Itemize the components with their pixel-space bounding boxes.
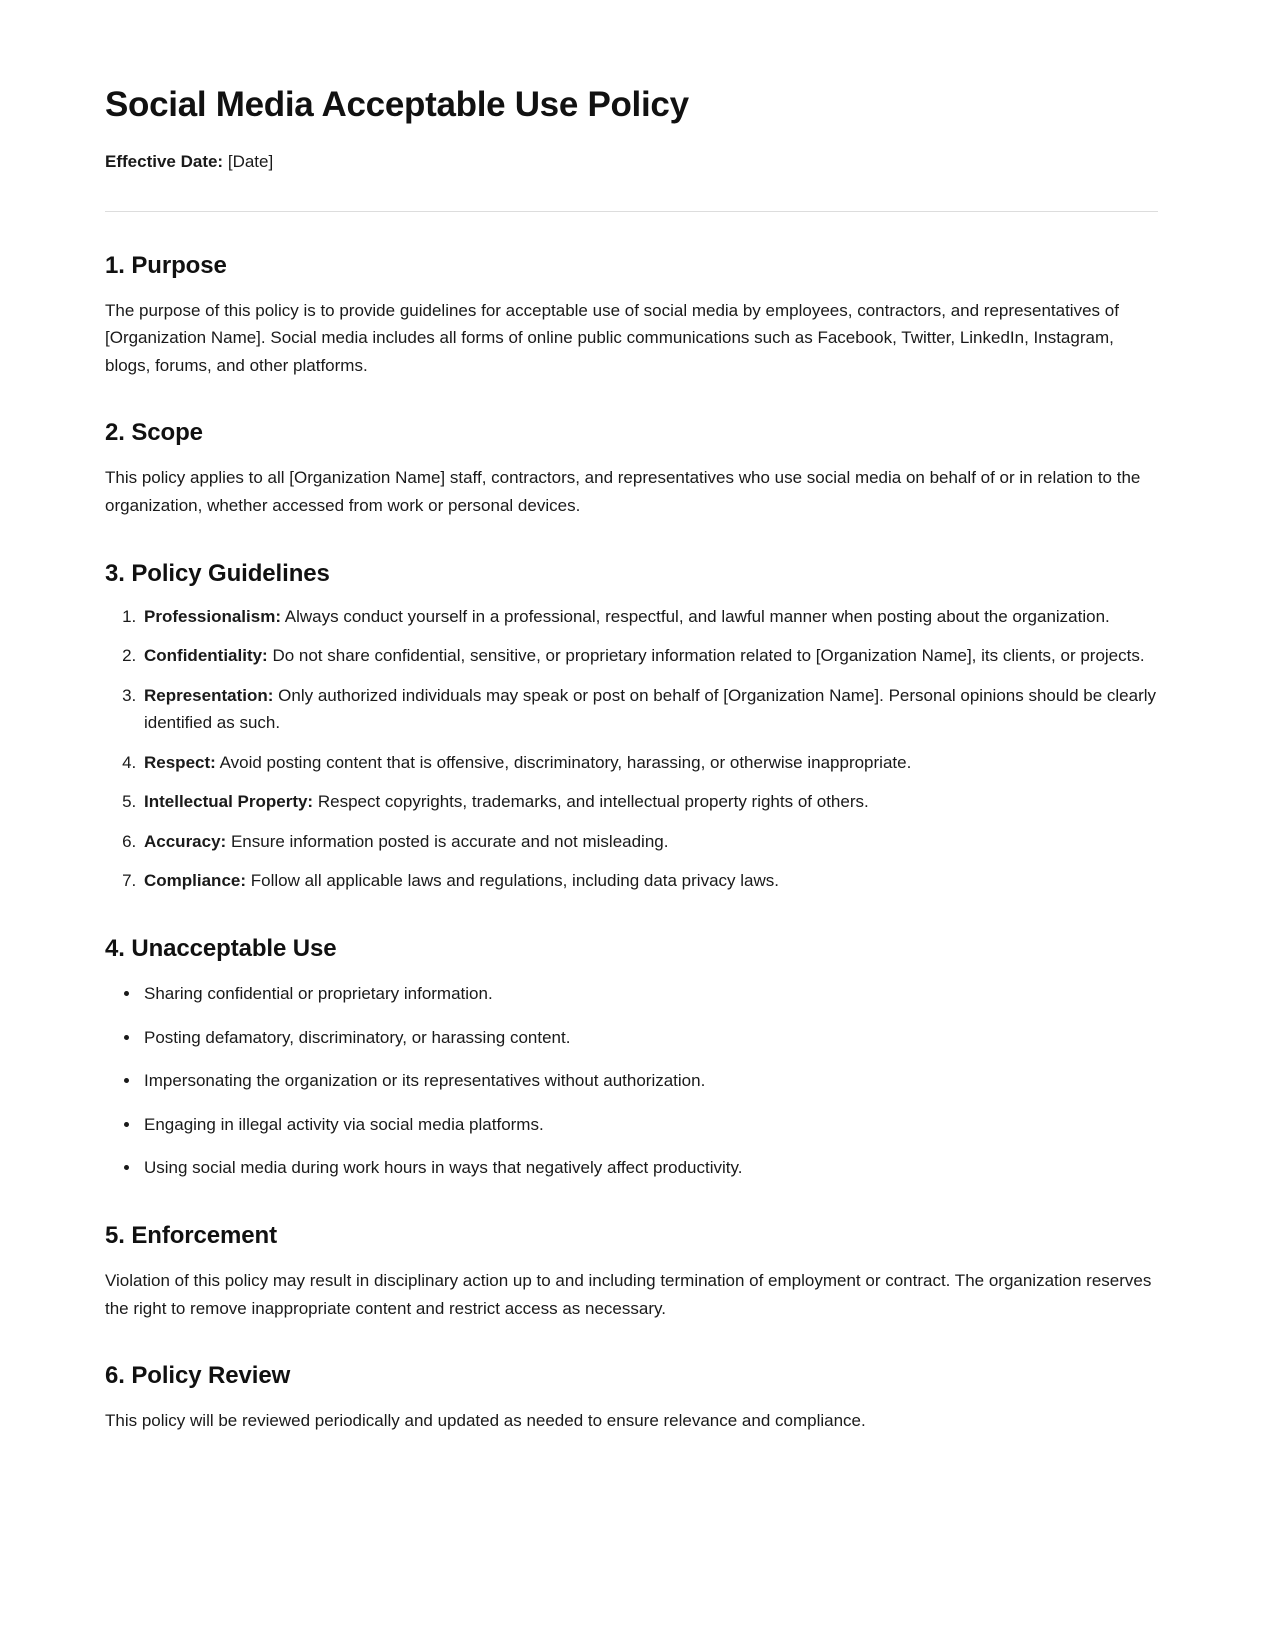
guideline-term: Confidentiality: xyxy=(144,646,268,666)
unacceptable-use-list xyxy=(105,964,1158,1182)
effective-date-value: [Date] xyxy=(227,152,274,171)
policy-guidelines-list xyxy=(105,589,1158,895)
effective-date-line xyxy=(105,126,1158,175)
section-heading-enforcement: 5. Enforcement xyxy=(105,1221,277,1249)
guideline-text: Only authorized individuals may speak or post on behalf of [Organization Name]. Personal opinions should be clearly identified as such. xyxy=(144,685,1157,733)
list-item: • Impersonating the organization or its representatives without authorization. xyxy=(141,1067,1158,1095)
guideline-text: Avoid posting content that is offensive, discriminatory, harassing, or otherwise inappropriate. xyxy=(215,752,912,772)
section-paragraph-enforcement: Violation of this policy may result in disciplinary action up to and including termination of employment or contract. The organization reserves the right to remove inappropriate content and restrict access as necessary. xyxy=(105,1271,1152,1318)
guideline-term: Compliance: xyxy=(144,871,247,891)
list-item xyxy=(141,788,1158,816)
guideline-term: Representation: xyxy=(144,685,274,705)
list-item: • Using social media during work hours in ways that negatively affect productivity. xyxy=(141,1154,1158,1182)
guideline-text: Do not share confidential, sensitive, or proprietary information related to [Organization Name], its clients, or projects. xyxy=(267,646,1145,666)
section-paragraph-policy-review: This policy will be reviewed periodically and updated as needed to ensure relevance and compliance. xyxy=(105,1411,866,1431)
section-heading-policy-review: 6. Policy Review xyxy=(105,1362,291,1390)
list-item xyxy=(141,749,1158,777)
guideline-text: Follow all applicable laws and regulations, including data privacy laws. xyxy=(246,871,779,891)
section-paragraph-scope: This policy applies to all [Organization Name] staff, contractors, and representatives who use social media on behalf of or in relation to the organization, whether accessed from work or personal devices. xyxy=(105,468,1141,515)
guideline-term: Respect: xyxy=(144,752,216,772)
section-enforcement xyxy=(105,1182,1158,1322)
list-item: • Engaging in illegal activity via social media platforms. xyxy=(141,1111,1158,1139)
guideline-term: Intellectual Property: xyxy=(144,792,314,812)
list-item xyxy=(141,642,1158,670)
guideline-text: Respect copyrights, trademarks, and intellectual property rights of others. xyxy=(313,792,869,812)
list-item xyxy=(141,603,1158,631)
list-item: • Sharing confidential or proprietary information. xyxy=(141,980,1158,1008)
guideline-text: Always conduct yourself in a professional, respectful, and lawful manner when posting about the organization. xyxy=(281,606,1110,626)
section-unacceptable-use xyxy=(105,895,1158,1182)
section-heading-scope: 2. Scope xyxy=(105,419,203,447)
guideline-term: Professionalism: xyxy=(144,606,281,626)
page-title: Social Media Acceptable Use Policy xyxy=(105,85,689,124)
list-item xyxy=(141,682,1158,737)
section-paragraph-purpose: The purpose of this policy is to provide guidelines for acceptable use of social media by employees, contractors, and representatives of [Organization Name]. Social media includes all forms of online public communications such as Facebook, Twitter, LinkedIn, Instagram, blogs, forums, and other platforms. xyxy=(105,300,1119,375)
section-heading-unacceptable-use: 4. Unacceptable Use xyxy=(105,934,337,962)
guideline-term: Accuracy: xyxy=(144,831,227,851)
list-item: • Posting defamatory, discriminatory, or harassing content. xyxy=(141,1024,1158,1052)
list-item xyxy=(141,828,1158,856)
section-policy-guidelines xyxy=(105,520,1158,895)
guideline-text: Ensure information posted is accurate and not misleading. xyxy=(226,831,669,851)
page-bottom-space xyxy=(105,1435,1158,1635)
list-item xyxy=(141,867,1158,895)
section-scope xyxy=(105,379,1158,519)
effective-date-label: Effective Date: xyxy=(105,152,224,171)
section-heading-purpose: 1. Purpose xyxy=(105,251,227,279)
section-purpose xyxy=(105,212,1158,380)
section-heading-policy-guidelines: 3. Policy Guidelines xyxy=(105,559,330,587)
section-policy-review xyxy=(105,1322,1158,1435)
